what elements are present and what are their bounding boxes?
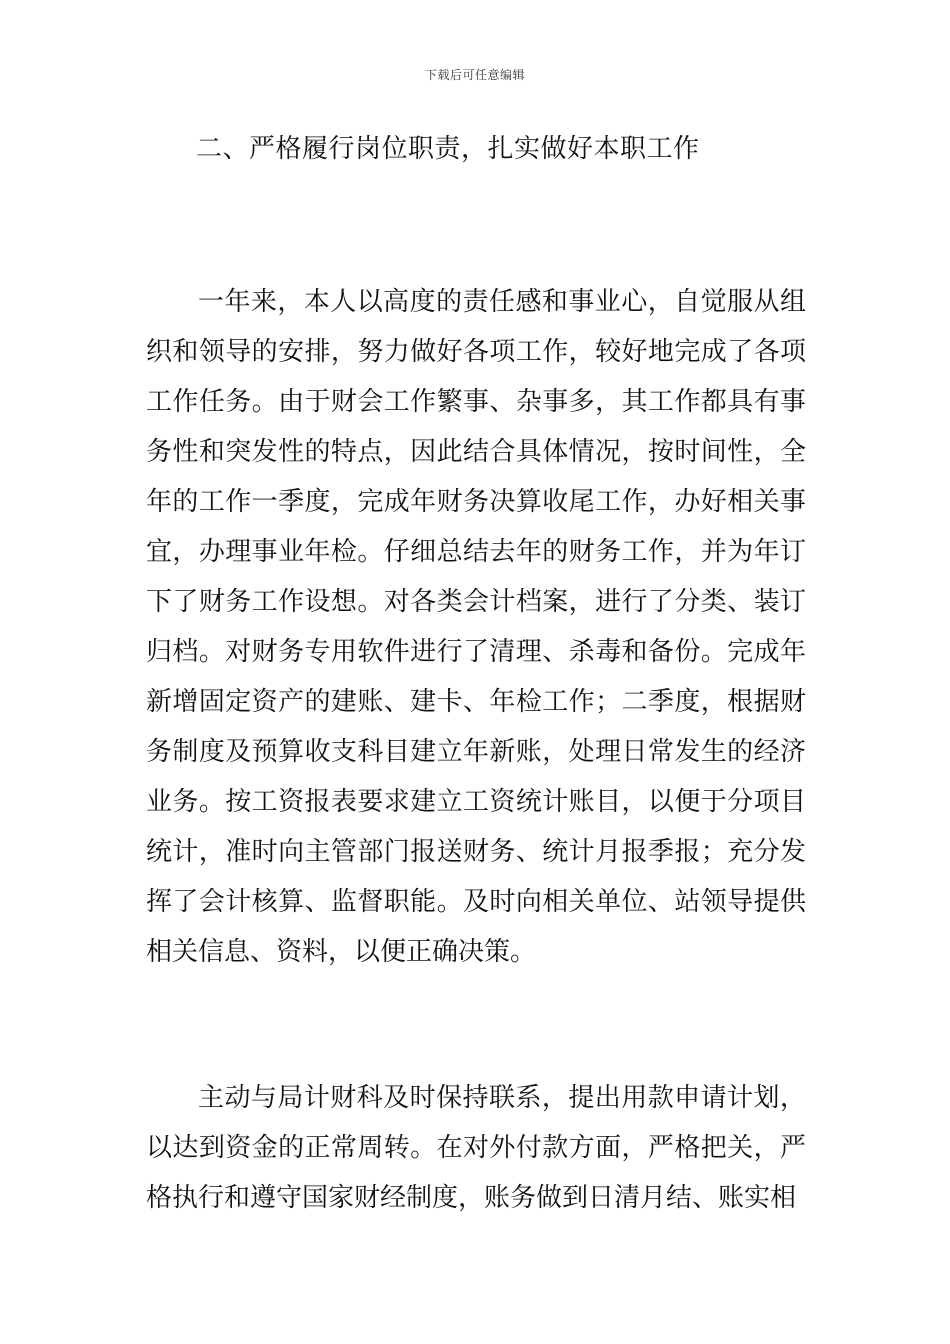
page-header-note: 下载后可任意编辑 — [424, 68, 525, 82]
section-heading: 二、严格履行岗位职责，扎实做好本职工作 — [196, 134, 700, 164]
body-paragraph-2: 主动与局计财科及时保持联系，提出用款申请计划，以达到资金的正常周转。在对外付款方面，严格把关，严格执行和遵守国家财经制度，账务做到日清月结、账实相 — [146, 1083, 806, 1213]
body-paragraph-1: 一年来，本人以高度的责任感和事业心，自觉服从组织和领导的安排，努力做好各项工作，较好地完成了各项工作任务。由于财会工作繁事、杂事多，其工作都具有事务性和突发性的特点，因此结合具体情况，按时间性，全年的工作一季度，完成年财务决算收尾工作，办好相关事宜，办理事业年检。仔细总结去年的财务工作，并为年订下了财务工作设想。对各类会计档案，进行了分类、装订归档。对财务专用软件进行了清理、杀毒和备份。完成年新增固定资产的建账、建卡、年检工作；二季度，根据财务制度及预算收支科目建立年新账，处理日常发生的经济业务。按工资报表要求建立工资统计账目，以便于分项目统计，准时向主管部门报送财务、统计月报季报；充分发挥了会计核算、监督职能。及时向相关单位、站领导提供相关信息、资料，以便正确决策。 — [146, 287, 806, 967]
